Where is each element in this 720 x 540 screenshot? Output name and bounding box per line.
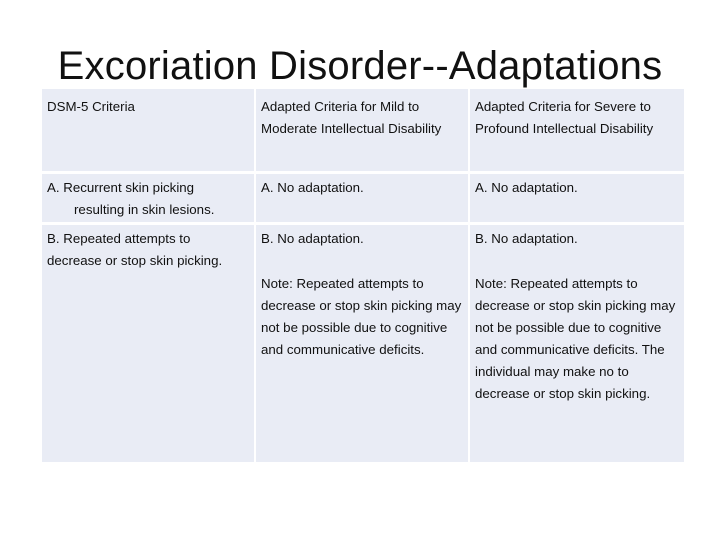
criterion-text: B. Repeated attempts to decrease or stop skin picking. xyxy=(47,231,223,268)
table-cell-criterion-b xyxy=(42,225,254,462)
table-cell-severe-b xyxy=(470,225,684,462)
header-label: DSM-5 Criteria xyxy=(47,99,135,114)
table-cell-mild-b xyxy=(256,225,468,462)
adaptation-text: B. No adaptation. xyxy=(475,231,578,246)
adaptation-text: B. No adaptation. xyxy=(261,231,364,246)
adaptation-text: A. No adaptation. xyxy=(475,180,578,195)
header-dsm5-criteria xyxy=(42,89,254,171)
table-cell-criterion-a xyxy=(42,174,254,222)
criterion-text: A. Recurrent skin picking resulting in skin lesions. xyxy=(47,180,215,217)
header-severe-profound xyxy=(470,89,684,171)
table-cell-mild-a xyxy=(256,174,468,222)
adaptation-note: Note: Repeated attempts to decrease or stop skin picking may not be possible due to cognitive and communicative deficits. The individual may make no to decrease or stop skin picking. xyxy=(475,276,676,401)
table-cell-severe-a xyxy=(470,174,684,222)
header-label: Adapted Criteria for Mild to Moderate Intellectual Disability xyxy=(261,99,442,136)
slide-title: Excoriation Disorder--Adaptations xyxy=(57,44,663,88)
adaptation-note: Note: Repeated attempts to decrease or stop skin picking may not be possible due to cognitive and communicative deficits. xyxy=(261,276,462,357)
adaptation-text: A. No adaptation. xyxy=(261,180,364,195)
header-label: Adapted Criteria for Severe to Profound Intellectual Disability xyxy=(475,99,654,136)
header-mild-moderate xyxy=(256,89,468,171)
criteria-table xyxy=(42,89,684,462)
